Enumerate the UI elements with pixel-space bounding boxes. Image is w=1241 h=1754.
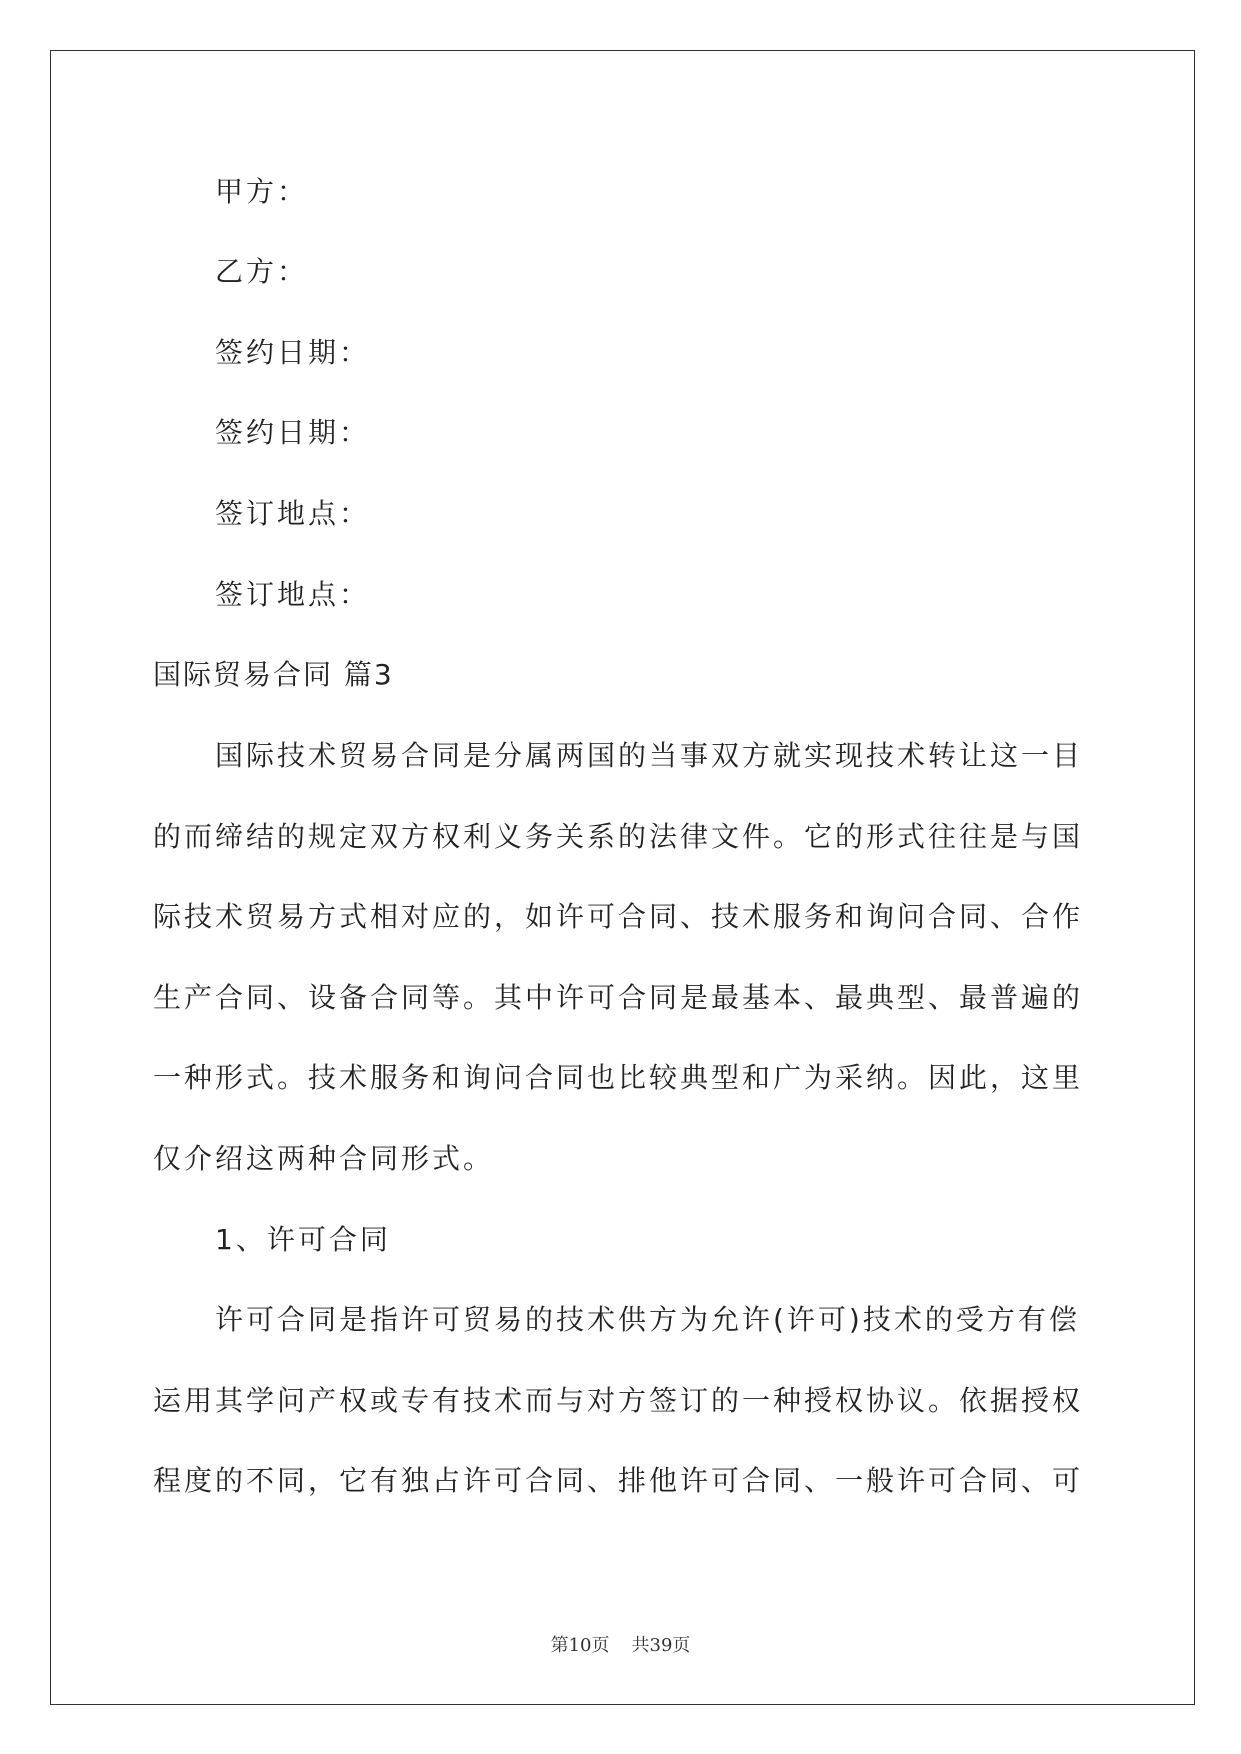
section-heading: 国际贸易合同 篇3 [153, 658, 394, 691]
party-a-label: 甲方： [215, 175, 309, 208]
page-number: 第10页 [550, 1635, 610, 1656]
paragraph-line: 仅介绍这两种合同形式。 [153, 1142, 495, 1175]
paragraph-line: 生产合同、设备合同等。其中许可合同是最基本、最典型、最普遍的 [153, 981, 1084, 1014]
sign-place-label: 签订地点： [215, 497, 371, 530]
paragraph-line: 的而缔结的规定双方权利义务关系的法律文件。它的形式往往是与国 [153, 820, 1084, 853]
paragraph-line: 程度的不同，它有独占许可合同、排他许可合同、一般许可合同、可 [153, 1464, 1084, 1497]
page-footer [0, 1631, 1241, 1657]
paragraph-line: 一种形式。技术服务和询问合同也比较典型和广为采纳。因此，这里 [153, 1061, 1084, 1094]
sign-date-label: 签约日期： [215, 336, 371, 369]
page-total: 共39页 [631, 1635, 691, 1656]
paragraph-line: 际技术贸易方式相对应的，如许可合同、技术服务和询问合同、合作 [153, 900, 1084, 933]
paragraph-line: 国际技术贸易合同是分属两国的当事双方就实现技术转让这一目 [215, 739, 1084, 772]
paragraph-line: 许可合同是指许可贸易的技术供方为允许(许可)技术的受方有偿 [215, 1303, 1080, 1336]
paragraph-line: 运用其学问产权或专有技术而与对方签订的一种授权协议。依据授权 [153, 1384, 1084, 1417]
sign-place-label: 签订地点： [215, 578, 371, 611]
party-b-label: 乙方： [215, 255, 309, 288]
subheading: 1、许可合同 [215, 1223, 391, 1256]
page-border [50, 50, 1195, 1705]
sign-date-label: 签约日期： [215, 416, 371, 449]
